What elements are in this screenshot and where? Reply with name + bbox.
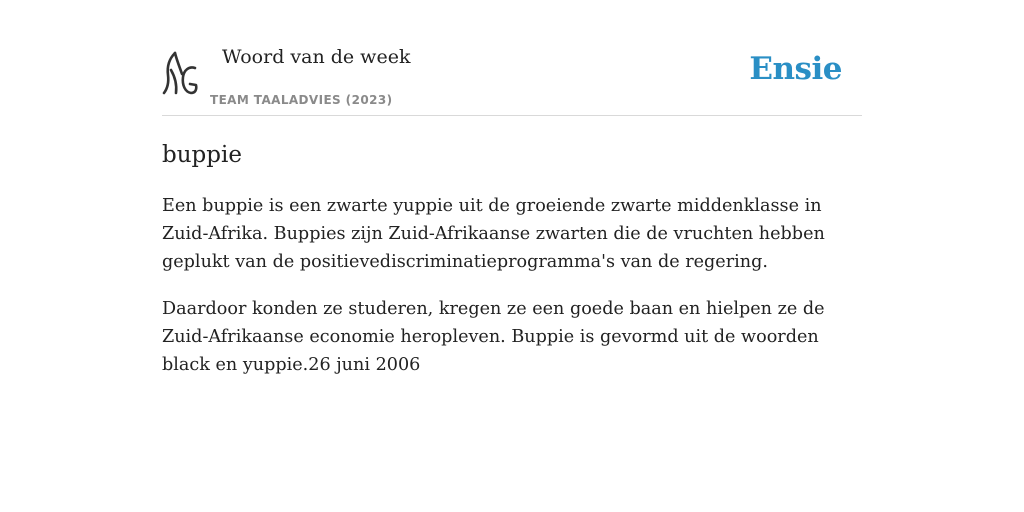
author-label: TEAM TAALADVIES (2023) <box>210 93 393 107</box>
series-title: Woord van de week <box>222 46 411 68</box>
entry-title: buppie <box>162 142 242 168</box>
entry-content <box>162 138 862 398</box>
article-header <box>162 40 862 116</box>
vlaanderen-lion-logo-icon <box>162 48 200 96</box>
entry-paragraph: Een buppie is een zwarte yuppie uit de groeiende zwarte middenklasse in Zuid-Afrika. Buppies zijn Zuid-Afrikaanse zwarten die de vruchten hebben geplukt van de positievediscriminatieprogramma's van de regering. <box>162 196 825 272</box>
entry-paragraph: Daardoor konden ze studeren, kregen ze een goede baan en hielpen ze de Zuid-Afrikaanse economie heropleven. Buppie is gevormd uit de woorden black en yuppie.26 juni 2006 <box>162 299 825 375</box>
ensie-brand-link[interactable]: Ensie <box>749 51 842 87</box>
